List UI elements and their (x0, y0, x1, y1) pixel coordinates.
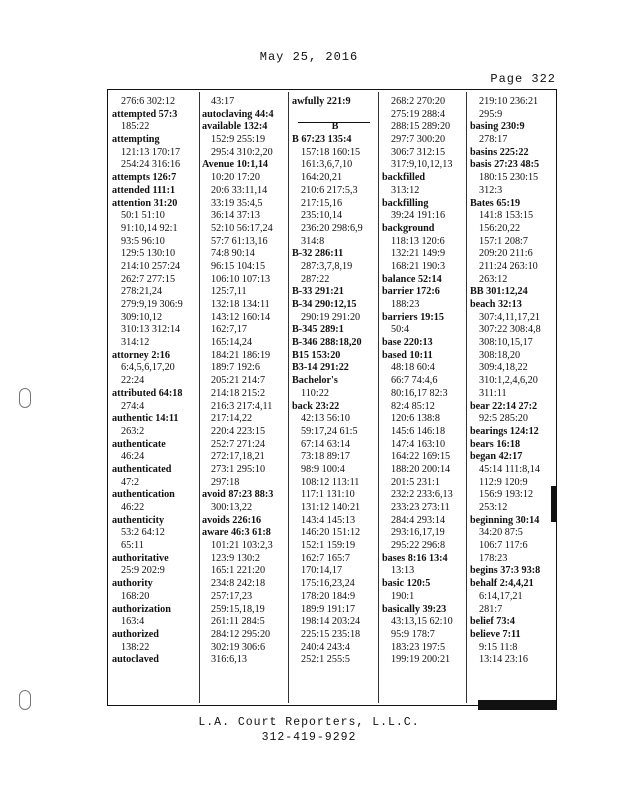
page-line-reference: 165:14,24 (211, 337, 253, 349)
page-line-reference: 185:22 (121, 121, 150, 133)
index-term: B-345 289:1 (292, 324, 344, 336)
index-term: began 42:17 (470, 451, 523, 463)
page-line-reference: 297:18 (211, 476, 240, 488)
index-term: basis 27:23 48:5 (470, 159, 540, 171)
page-line-reference: 98:9 100:4 (301, 463, 345, 475)
index-column-5 (470, 96, 554, 699)
page-line-reference: 234:8 242:18 (211, 578, 266, 590)
page-line-reference: 106:10 107:13 (211, 273, 271, 285)
page-line-reference: 214:10 257:24 (121, 260, 181, 272)
index-term: attended 111:1 (112, 184, 176, 196)
index-term: attempting (112, 134, 160, 146)
page-line-reference: 281:7 (479, 603, 503, 615)
page-line-reference: 310:13 312:14 (121, 324, 181, 336)
page-line-reference: 152:9 255:19 (211, 134, 266, 146)
index-term: basing 230:9 (470, 121, 525, 133)
index-term: authoritative (112, 552, 169, 564)
punch-hole-top (19, 388, 31, 408)
index-term: B3-14 291:22 (292, 362, 349, 374)
index-term: bearings 124:12 (470, 425, 539, 437)
page-line-reference: 91:10,14 92:1 (121, 222, 178, 234)
page-line-reference: 287:3,7,8,19 (301, 260, 353, 272)
page-line-reference: 316:6,13 (211, 654, 247, 666)
page-line-reference: 295:22 296:8 (391, 540, 446, 552)
index-term: bears 16:18 (470, 438, 521, 450)
page-line-reference: 252:7 271:24 (211, 438, 266, 450)
page-line-reference: 178:23 (479, 552, 508, 564)
index-term: BB 301:12,24 (470, 286, 528, 298)
section-letter: B (331, 121, 339, 133)
index-term: behalf 2:4,4,21 (470, 578, 534, 590)
index-term: authentication (112, 489, 175, 501)
page-date-header: May 25, 2016 (259, 50, 359, 64)
page-line-reference: 157:1 208:7 (479, 235, 528, 247)
page-line-reference: 184:21 186:19 (211, 349, 271, 361)
index-term: background (382, 222, 435, 234)
page-line-reference: 43:13,15 62:10 (391, 616, 453, 628)
page-line-reference: 225:15 235:18 (301, 628, 361, 640)
page-line-reference: 108:12 113:11 (301, 476, 360, 488)
index-term: basically 39:23 (382, 603, 447, 615)
page-line-reference: 290:19 291:20 (301, 311, 361, 323)
page-line-reference: 276:6 302:12 (121, 96, 176, 107)
page-line-reference: 36:14 37:13 (211, 210, 260, 222)
page-line-reference: 314:8 (301, 235, 325, 247)
page-line-reference: 95:9 178:7 (391, 628, 435, 640)
page-line-reference: 50:1 51:10 (121, 210, 165, 222)
index-term: attributed 64:18 (112, 387, 183, 399)
page-line-reference: 233:23 273:11 (391, 502, 450, 513)
page-line-reference: 96:15 104:15 (211, 260, 266, 272)
page-line-reference: 295:4 310:2,20 (211, 146, 273, 158)
column-divider (199, 92, 200, 703)
page-line-reference: 46:22 (121, 502, 145, 513)
page-line-reference: 132:18 134:11 (211, 299, 270, 310)
blank-line (292, 109, 378, 122)
page-line-reference: 272:17,18,21 (211, 451, 265, 463)
page-line-reference: 33:19 35:4,5 (211, 197, 263, 209)
index-term: beach 32:13 (470, 299, 522, 310)
page-line-reference: 161:3,6,7,10 (301, 159, 353, 171)
index-term: B15 153:20 (292, 349, 341, 361)
index-column-1 (112, 96, 198, 699)
page-line-reference: 141:8 153:15 (479, 210, 534, 222)
page-line-reference: 143:12 160:14 (211, 311, 271, 323)
index-term: awfully 221:9 (292, 96, 351, 107)
page-line-reference: 48:18 60:4 (391, 362, 435, 374)
page-line-reference: 118:13 120:6 (391, 235, 445, 247)
index-term: B-346 288:18,20 (292, 337, 362, 349)
page-line-reference: 162:7 165:7 (301, 552, 350, 564)
page-line-reference: 168:20 (121, 590, 150, 602)
page-line-reference: 120:6 138:8 (391, 413, 440, 425)
page-line-reference: 22:24 (121, 375, 145, 387)
column-divider (378, 92, 379, 703)
page-line-reference: 178:20 184:9 (301, 590, 356, 602)
page-line-reference: 132:21 149:9 (391, 248, 446, 260)
page-line-reference: 217:15,16 (301, 197, 343, 209)
index-term: bases 8:16 13:4 (382, 552, 448, 564)
page-line-reference: 268:2 270:20 (391, 96, 446, 107)
page-line-reference: 106:7 117:6 (479, 540, 528, 552)
index-term: autoclaving 44:4 (202, 108, 274, 120)
page-line-reference: 263:12 (479, 273, 508, 285)
page-line-reference: 47:2 (121, 476, 140, 488)
index-term: attempted 57:3 (112, 108, 178, 120)
index-term: attorney 2:16 (112, 349, 170, 361)
index-term: begins 37:3 93:8 (470, 565, 541, 577)
page-line-reference: 65:11 (121, 540, 144, 552)
page-line-reference: 311:11 (479, 387, 507, 399)
index-term: authorization (112, 603, 171, 615)
index-term: basins 225:22 (470, 146, 529, 158)
page-line-reference: 164:20,21 (301, 172, 343, 184)
index-column-2 (202, 96, 288, 699)
footer-company: L.A. Court Reporters, L.L.C. (198, 716, 420, 729)
page-line-reference: 306:7 312:15 (391, 146, 446, 158)
page-line-reference: 117:1 131:10 (301, 489, 355, 501)
page-line-reference: 288:15 289:20 (391, 121, 451, 133)
page-line-reference: 112:9 120:9 (479, 476, 528, 488)
index-term: based 10:11 (382, 349, 433, 361)
page-line-reference: 168:21 190:3 (391, 260, 446, 272)
page-line-reference: 198:14 203:24 (301, 616, 361, 628)
page-line-reference: 183:23 197:5 (391, 641, 446, 653)
index-term: attention 31:20 (112, 197, 178, 209)
index-term: attempts 126:7 (112, 172, 177, 184)
page-line-reference: 52:10 56:17,24 (211, 222, 273, 234)
page-line-reference: 110:22 (301, 387, 329, 399)
page-line-reference: 6:14,17,21 (479, 590, 523, 602)
page-line-reference: 253:12 (479, 502, 508, 513)
index-column-3 (292, 96, 378, 699)
page-line-reference: 261:11 284:5 (211, 616, 265, 628)
index-term: beginning 30:14 (470, 514, 540, 526)
page-line-reference: 201:5 231:1 (391, 476, 440, 488)
index-term: back 23:22 (292, 400, 340, 412)
page-line-reference: 10:20 17:20 (211, 172, 260, 184)
index-term: authentic 14:11 (112, 413, 179, 425)
page-line-reference: 284:12 295:20 (211, 628, 271, 640)
punch-hole-bottom (19, 690, 31, 710)
page-line-reference: 210:6 217:5,3 (301, 184, 358, 196)
page-line-reference: 163:4 (121, 616, 145, 628)
index-term: avoids 226:16 (202, 514, 262, 526)
page-line-reference: 302:19 306:6 (211, 641, 266, 653)
page-line-reference: 252:1 255:5 (301, 654, 350, 666)
index-term: authenticate (112, 438, 166, 450)
page-line-reference: 308:18,20 (479, 349, 521, 361)
page-line-reference: 307:4,11,17,21 (479, 311, 541, 323)
index-term: Bachelor's (292, 375, 338, 387)
page-line-reference: 146:20 151:12 (301, 527, 361, 539)
index-column-4 (382, 96, 468, 699)
page-line-reference: 188:20 200:14 (391, 463, 451, 475)
page-line-reference: 66:7 74:4,6 (391, 375, 438, 387)
page-line-reference: 295:9 (479, 108, 503, 120)
page-line-reference: 74:8 90:14 (211, 248, 255, 260)
page-line-reference: 164:22 169:15 (391, 451, 451, 463)
page-line-reference: 307:22 308:4,8 (479, 324, 541, 336)
page-line-reference: 300:13,22 (211, 502, 253, 513)
page-line-reference: 297:7 300:20 (391, 134, 446, 146)
page-line-reference: 274:4 (121, 400, 145, 412)
page-line-reference: 232:2 233:6,13 (391, 489, 453, 501)
page-line-reference: 259:15,18,19 (211, 603, 265, 615)
page-line-reference: 317:9,10,12,13 (391, 159, 453, 171)
page-line-reference: 129:5 130:10 (121, 248, 176, 260)
page-line-reference: 279:9,19 306:9 (121, 299, 183, 310)
page-line-reference: 308:10,15,17 (479, 337, 533, 349)
page-line-reference: 205:21 214:7 (211, 375, 266, 387)
page-line-reference: 25:9 202:9 (121, 565, 165, 577)
page-line-reference: 143:4 145:13 (301, 514, 356, 526)
page-line-reference: 50:4 (391, 324, 410, 336)
page-line-reference: 287:22 (301, 273, 330, 285)
page-line-reference: 123:9 130:2 (211, 552, 260, 564)
page-line-reference: 189:9 191:17 (301, 603, 356, 615)
page-line-reference: 73:18 89:17 (301, 451, 350, 463)
page-line-reference: 13:14 23:16 (479, 654, 528, 666)
page-line-reference: 101:21 103:2,3 (211, 540, 273, 552)
page-line-reference: 20:6 33:11,14 (211, 184, 268, 196)
page-line-reference: 275:19 288:4 (391, 108, 446, 120)
page-line-reference: 263:2 (121, 425, 145, 437)
page-line-reference: 199:19 200:21 (391, 654, 451, 666)
page-line-reference: 309:10,12 (121, 311, 163, 323)
index-term: believe 7:11 (470, 628, 521, 640)
index-term: autoclaved (112, 654, 159, 666)
page-line-reference: 236:20 298:6,9 (301, 222, 363, 234)
page-line-reference: 42:13 56:10 (301, 413, 350, 425)
page-line-reference: 313:12 (391, 184, 420, 196)
page-line-reference: 235:10,14 (301, 210, 343, 222)
page-line-reference: 59:17,24 61:5 (301, 425, 358, 437)
page-line-reference: 309:4,18,22 (479, 362, 528, 374)
index-term: aware 46:3 61:8 (202, 527, 271, 539)
page-line-reference: 92:5 285:20 (479, 413, 528, 425)
page-line-reference: 310:1,2,4,6,20 (479, 375, 538, 387)
page-line-reference: 189:7 192:6 (211, 362, 260, 374)
page-line-reference: 284:4 293:14 (391, 514, 446, 526)
page-line-reference: 254:24 316:16 (121, 159, 181, 171)
page-line-reference: 67:14 63:14 (301, 438, 350, 450)
page-line-reference: 9:15 11:8 (479, 641, 518, 653)
index-term: authorized (112, 628, 159, 640)
page-line-reference: 211:24 263:10 (479, 260, 538, 272)
page-line-reference: 131:12 140:21 (301, 502, 361, 513)
index-term: authenticated (112, 463, 172, 475)
page-line-reference: 165:1 221:20 (211, 565, 266, 577)
index-term: basic 120:5 (382, 578, 431, 590)
index-term: bear 22:14 27:2 (470, 400, 538, 412)
page-line-reference: 45:14 111:8,14 (479, 463, 540, 475)
page-line-reference: 312:3 (479, 184, 503, 196)
page-line-reference: 6:4,5,6,17,20 (121, 362, 175, 374)
page-line-reference: 190:1 (391, 590, 415, 602)
index-term: B 67:23 135:4 (292, 134, 352, 146)
index-term: B-34 290:12,15 (292, 299, 357, 310)
page-line-reference: 39:24 191:16 (391, 210, 446, 222)
page-line-reference: 175:16,23,24 (301, 578, 355, 590)
index-term: authority (112, 578, 153, 590)
index-term: backfilling (382, 197, 429, 209)
index-term: authenticity (112, 514, 165, 526)
page-line-reference: 240:4 243:4 (301, 641, 350, 653)
page-line-reference: 43:17 (211, 96, 235, 107)
index-term: available 132:4 (202, 121, 268, 133)
page-line-reference: 82:4 85:12 (391, 400, 435, 412)
index-term: barrier 172:6 (382, 286, 440, 298)
page-line-reference: 46:24 (121, 451, 145, 463)
index-term: B-32 286:11 (292, 248, 344, 260)
page-line-reference: 157:18 160:15 (301, 146, 361, 158)
word-index-frame (107, 89, 557, 706)
page-line-reference: 138:22 (121, 641, 150, 653)
page-line-reference: 156:9 193:12 (479, 489, 534, 501)
page-line-reference: 80:16,17 82:3 (391, 387, 448, 399)
footer-phone: 312-419-9292 (261, 731, 357, 744)
page-line-reference: 180:15 230:15 (479, 172, 539, 184)
margin-marker (551, 486, 557, 522)
page-line-reference: 13:13 (391, 565, 415, 577)
page-line-reference: 57:7 61:13,16 (211, 235, 268, 247)
page-line-reference: 209:20 211:6 (479, 248, 533, 260)
page-line-reference: 278:21,24 (121, 286, 163, 298)
index-term: balance 52:14 (382, 273, 442, 285)
page-line-reference: 162:7,17 (211, 324, 247, 336)
page-line-reference: 53:2 64:12 (121, 527, 165, 539)
index-term: Avenue 10:1,14 (202, 159, 269, 171)
index-term: belief 73:4 (470, 616, 515, 628)
page-line-reference: 188:23 (391, 299, 420, 310)
page-line-reference: 293:16,17,19 (391, 527, 445, 539)
index-term: avoid 87:23 88:3 (202, 489, 274, 501)
index-term: backfilled (382, 172, 426, 184)
page-line-reference: 273:1 295:10 (211, 463, 266, 475)
page-line-reference: 170:14,17 (301, 565, 343, 577)
page-line-reference: 262:7 277:15 (121, 273, 176, 285)
page-line-reference: 147:4 163:10 (391, 438, 446, 450)
page-line-reference: 216:3 217:4,11 (211, 400, 273, 412)
page-line-reference: 214:18 215:2 (211, 387, 266, 399)
page-line-reference: 219:10 236:21 (479, 96, 539, 107)
index-term: B-33 291:21 (292, 286, 344, 298)
column-divider (288, 92, 289, 703)
page-line-reference: 152:1 159:19 (301, 540, 356, 552)
page-line-reference: 220:4 223:15 (211, 425, 266, 437)
page-line-reference: 125:7,11 (211, 286, 247, 298)
page-line-reference: 314:12 (121, 337, 150, 349)
page-line-reference: 34:20 87:5 (479, 527, 523, 539)
page-line-reference: 145:6 146:18 (391, 425, 446, 437)
index-term: barriers 19:15 (382, 311, 444, 323)
index-term: base 220:13 (382, 337, 433, 349)
page-line-reference: 257:17,23 (211, 590, 253, 602)
page-line-reference: 121:13 170:17 (121, 146, 181, 158)
page-line-reference: 156:20,22 (479, 222, 521, 234)
page-line-reference: 217:14,22 (211, 413, 253, 425)
page-line-reference: 278:17 (479, 134, 508, 146)
page-number: Page 322 (490, 72, 556, 86)
index-term: Bates 65:19 (470, 197, 521, 209)
page-line-reference: 93:5 96:10 (121, 235, 165, 247)
footer-bar (478, 700, 557, 710)
